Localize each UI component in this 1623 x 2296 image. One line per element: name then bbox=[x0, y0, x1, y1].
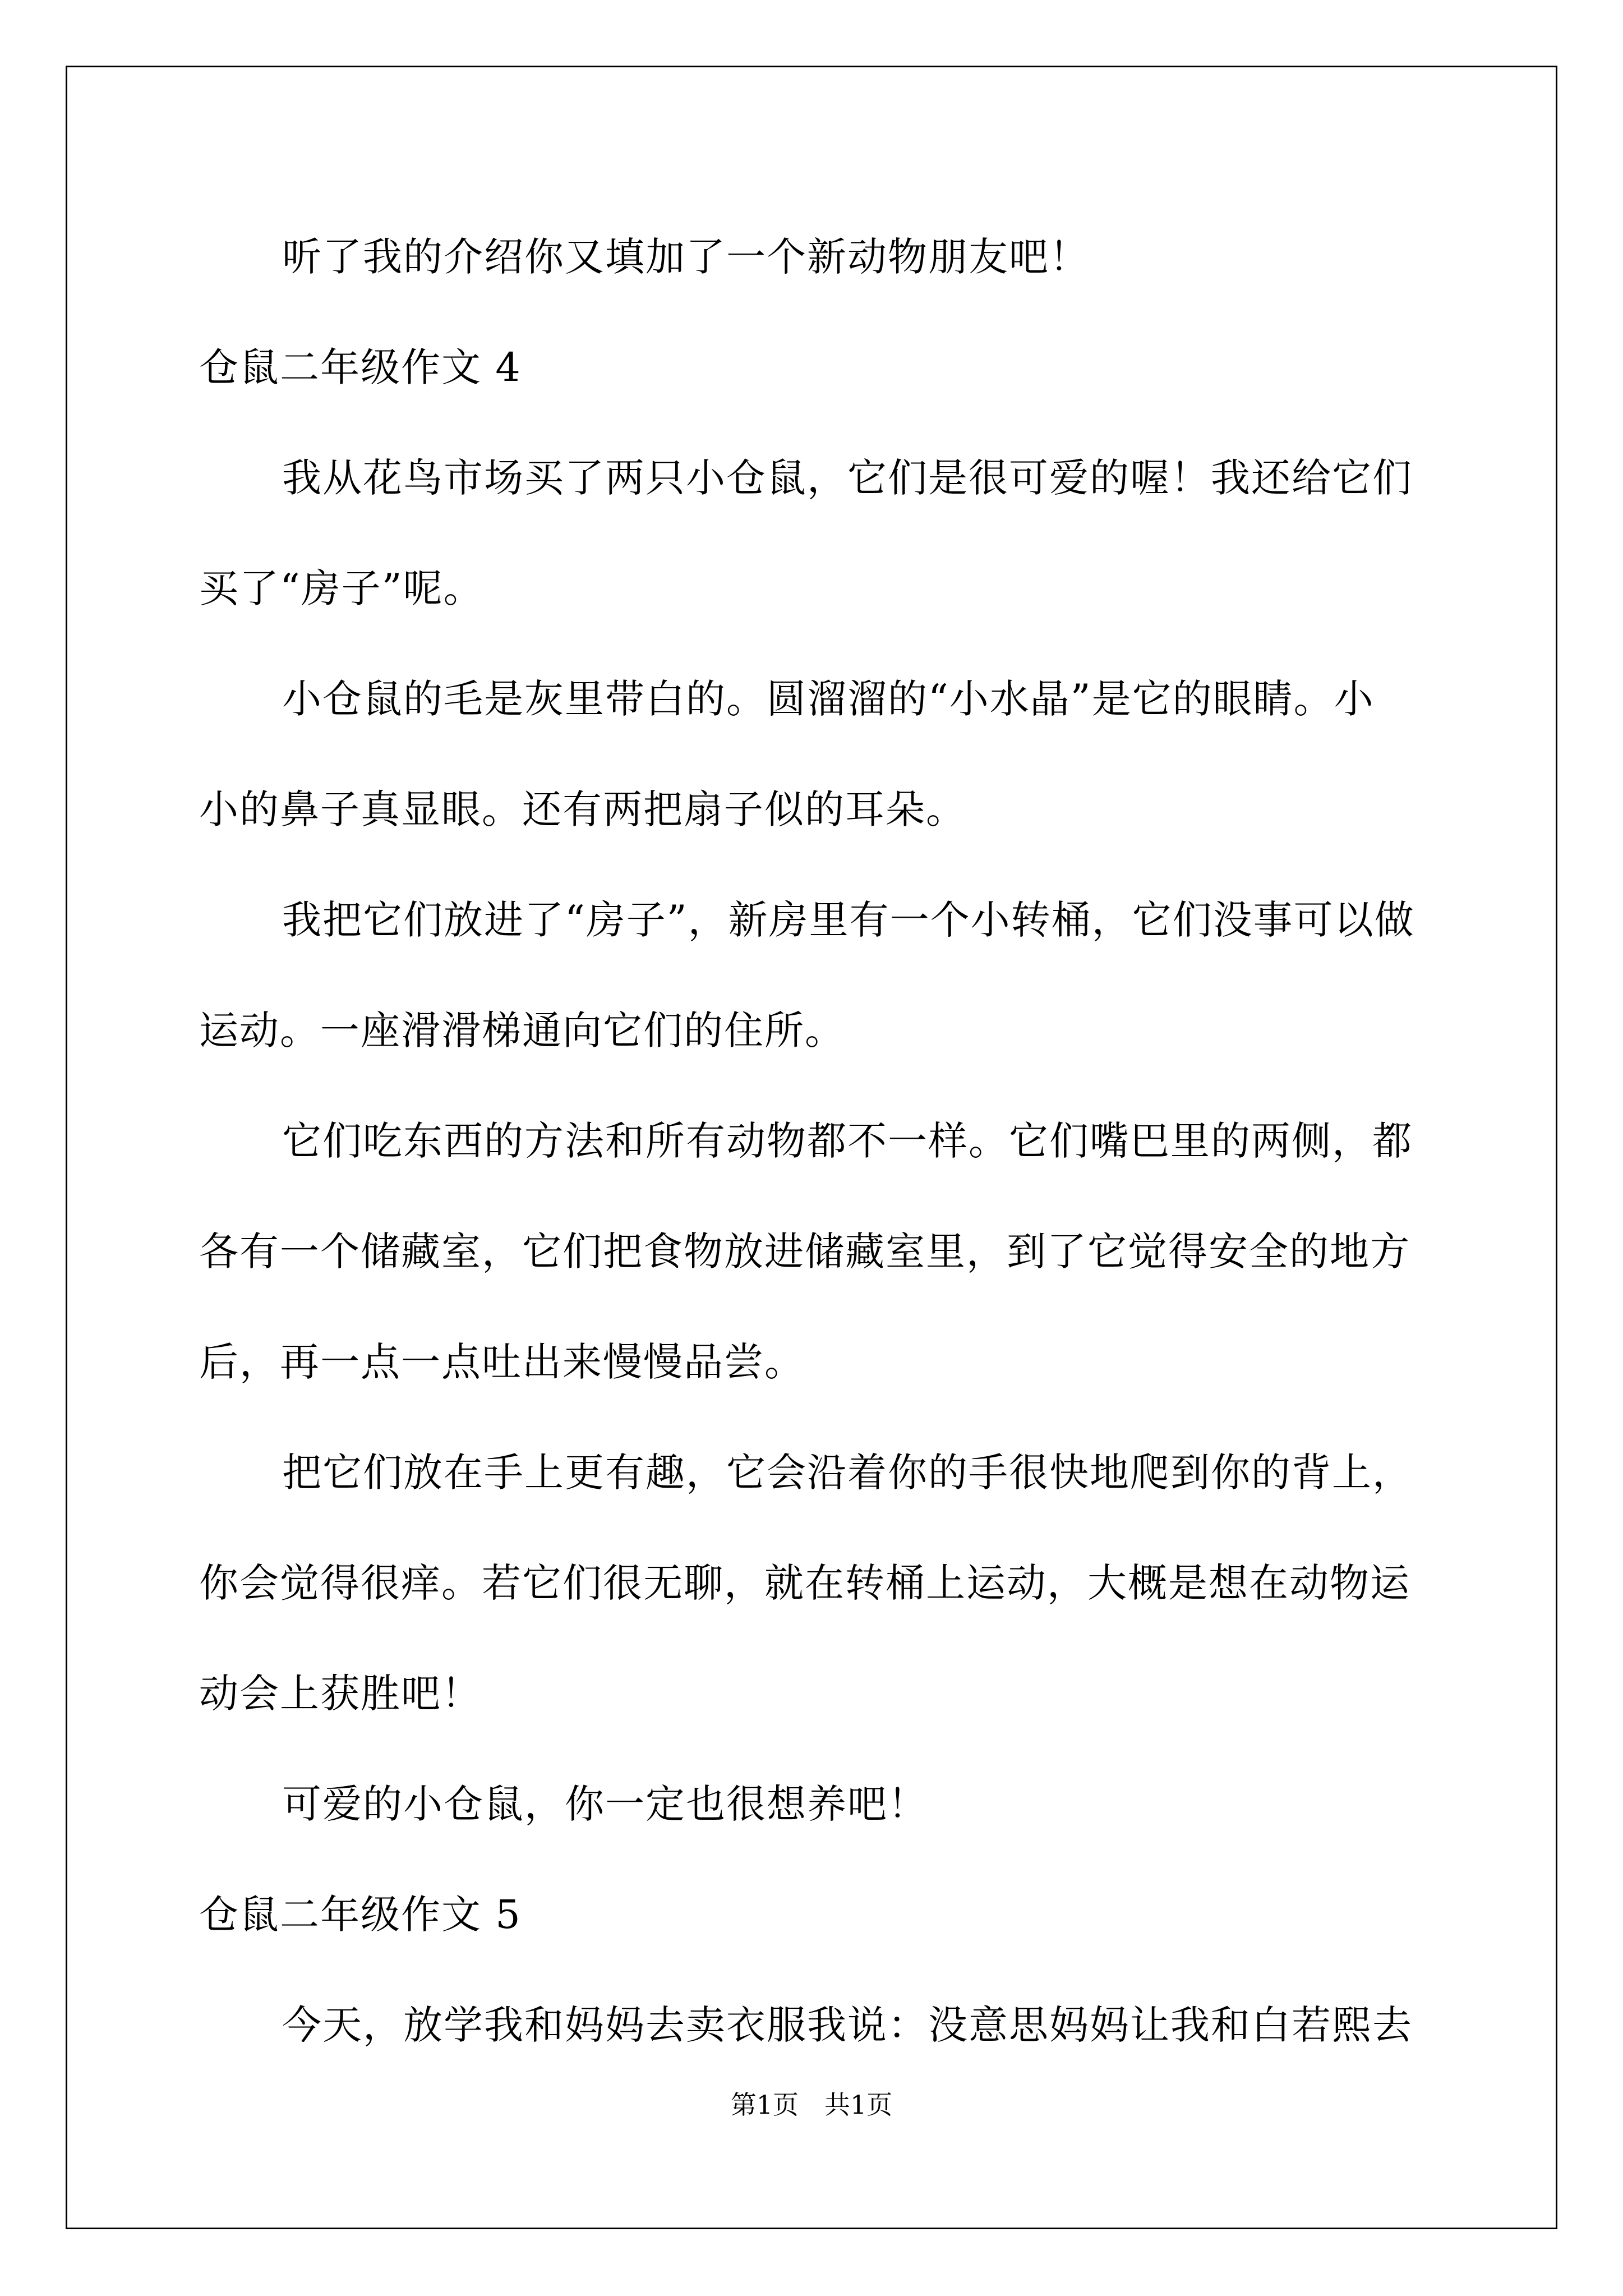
paragraph-line: 买了“房子”呢。 bbox=[199, 565, 484, 611]
paragraph-line: 运动。一座滑滑梯通向它们的住所。 bbox=[199, 1007, 845, 1053]
paragraph-line: 听了我的介绍你又填加了一个新动物朋友吧！ bbox=[282, 234, 1090, 280]
page-number: 第1页 bbox=[730, 2090, 799, 2120]
paragraph-line: 小仓鼠的毛是灰里带白的。圆溜溜的“小水晶”是它的眼睛。小 bbox=[282, 676, 1375, 722]
paragraph-line: 我从花鸟市场买了两只小仓鼠，它们是很可爱的喔！我还给它们 bbox=[282, 455, 1413, 501]
paragraph-line: 各有一个储藏室，它们把食物放进储藏室里，到了它觉得安全的地方 bbox=[199, 1228, 1410, 1274]
paragraph-line: 小的鼻子真显眼。还有两把扇子似的耳朵。 bbox=[199, 786, 966, 832]
section-heading: 仓鼠二年级作文 5 bbox=[199, 1892, 522, 1938]
paragraph-line: 我把它们放进了“房子”，新房里有一个小转桶，它们没事可以做 bbox=[282, 897, 1415, 943]
section-heading: 仓鼠二年级作文 4 bbox=[199, 344, 522, 390]
paragraph-line: 今天，放学我和妈妈去卖衣服我说：没意思妈妈让我和白若熙去 bbox=[282, 2002, 1413, 2048]
paragraph-line: 动会上获胜吧！ bbox=[199, 1671, 482, 1717]
paragraph-line: 把它们放在手上更有趣，它会沿着你的手很快地爬到你的背上， bbox=[282, 1450, 1413, 1496]
page-total: 共1页 bbox=[824, 2090, 893, 2120]
paragraph-line: 你会觉得很痒。若它们很无聊，就在转桶上运动，大概是想在动物运 bbox=[199, 1560, 1410, 1606]
paragraph-line: 它们吃东西的方法和所有动物都不一样。它们嘴巴里的两侧，都 bbox=[282, 1118, 1413, 1164]
paragraph-line: 可爱的小仓鼠，你一定也很想养吧！ bbox=[282, 1781, 928, 1827]
document-body bbox=[199, 202, 1422, 2081]
page-footer bbox=[0, 2088, 1623, 2122]
paragraph-line: 后，再一点一点吐出来慢慢品尝。 bbox=[199, 1339, 805, 1385]
